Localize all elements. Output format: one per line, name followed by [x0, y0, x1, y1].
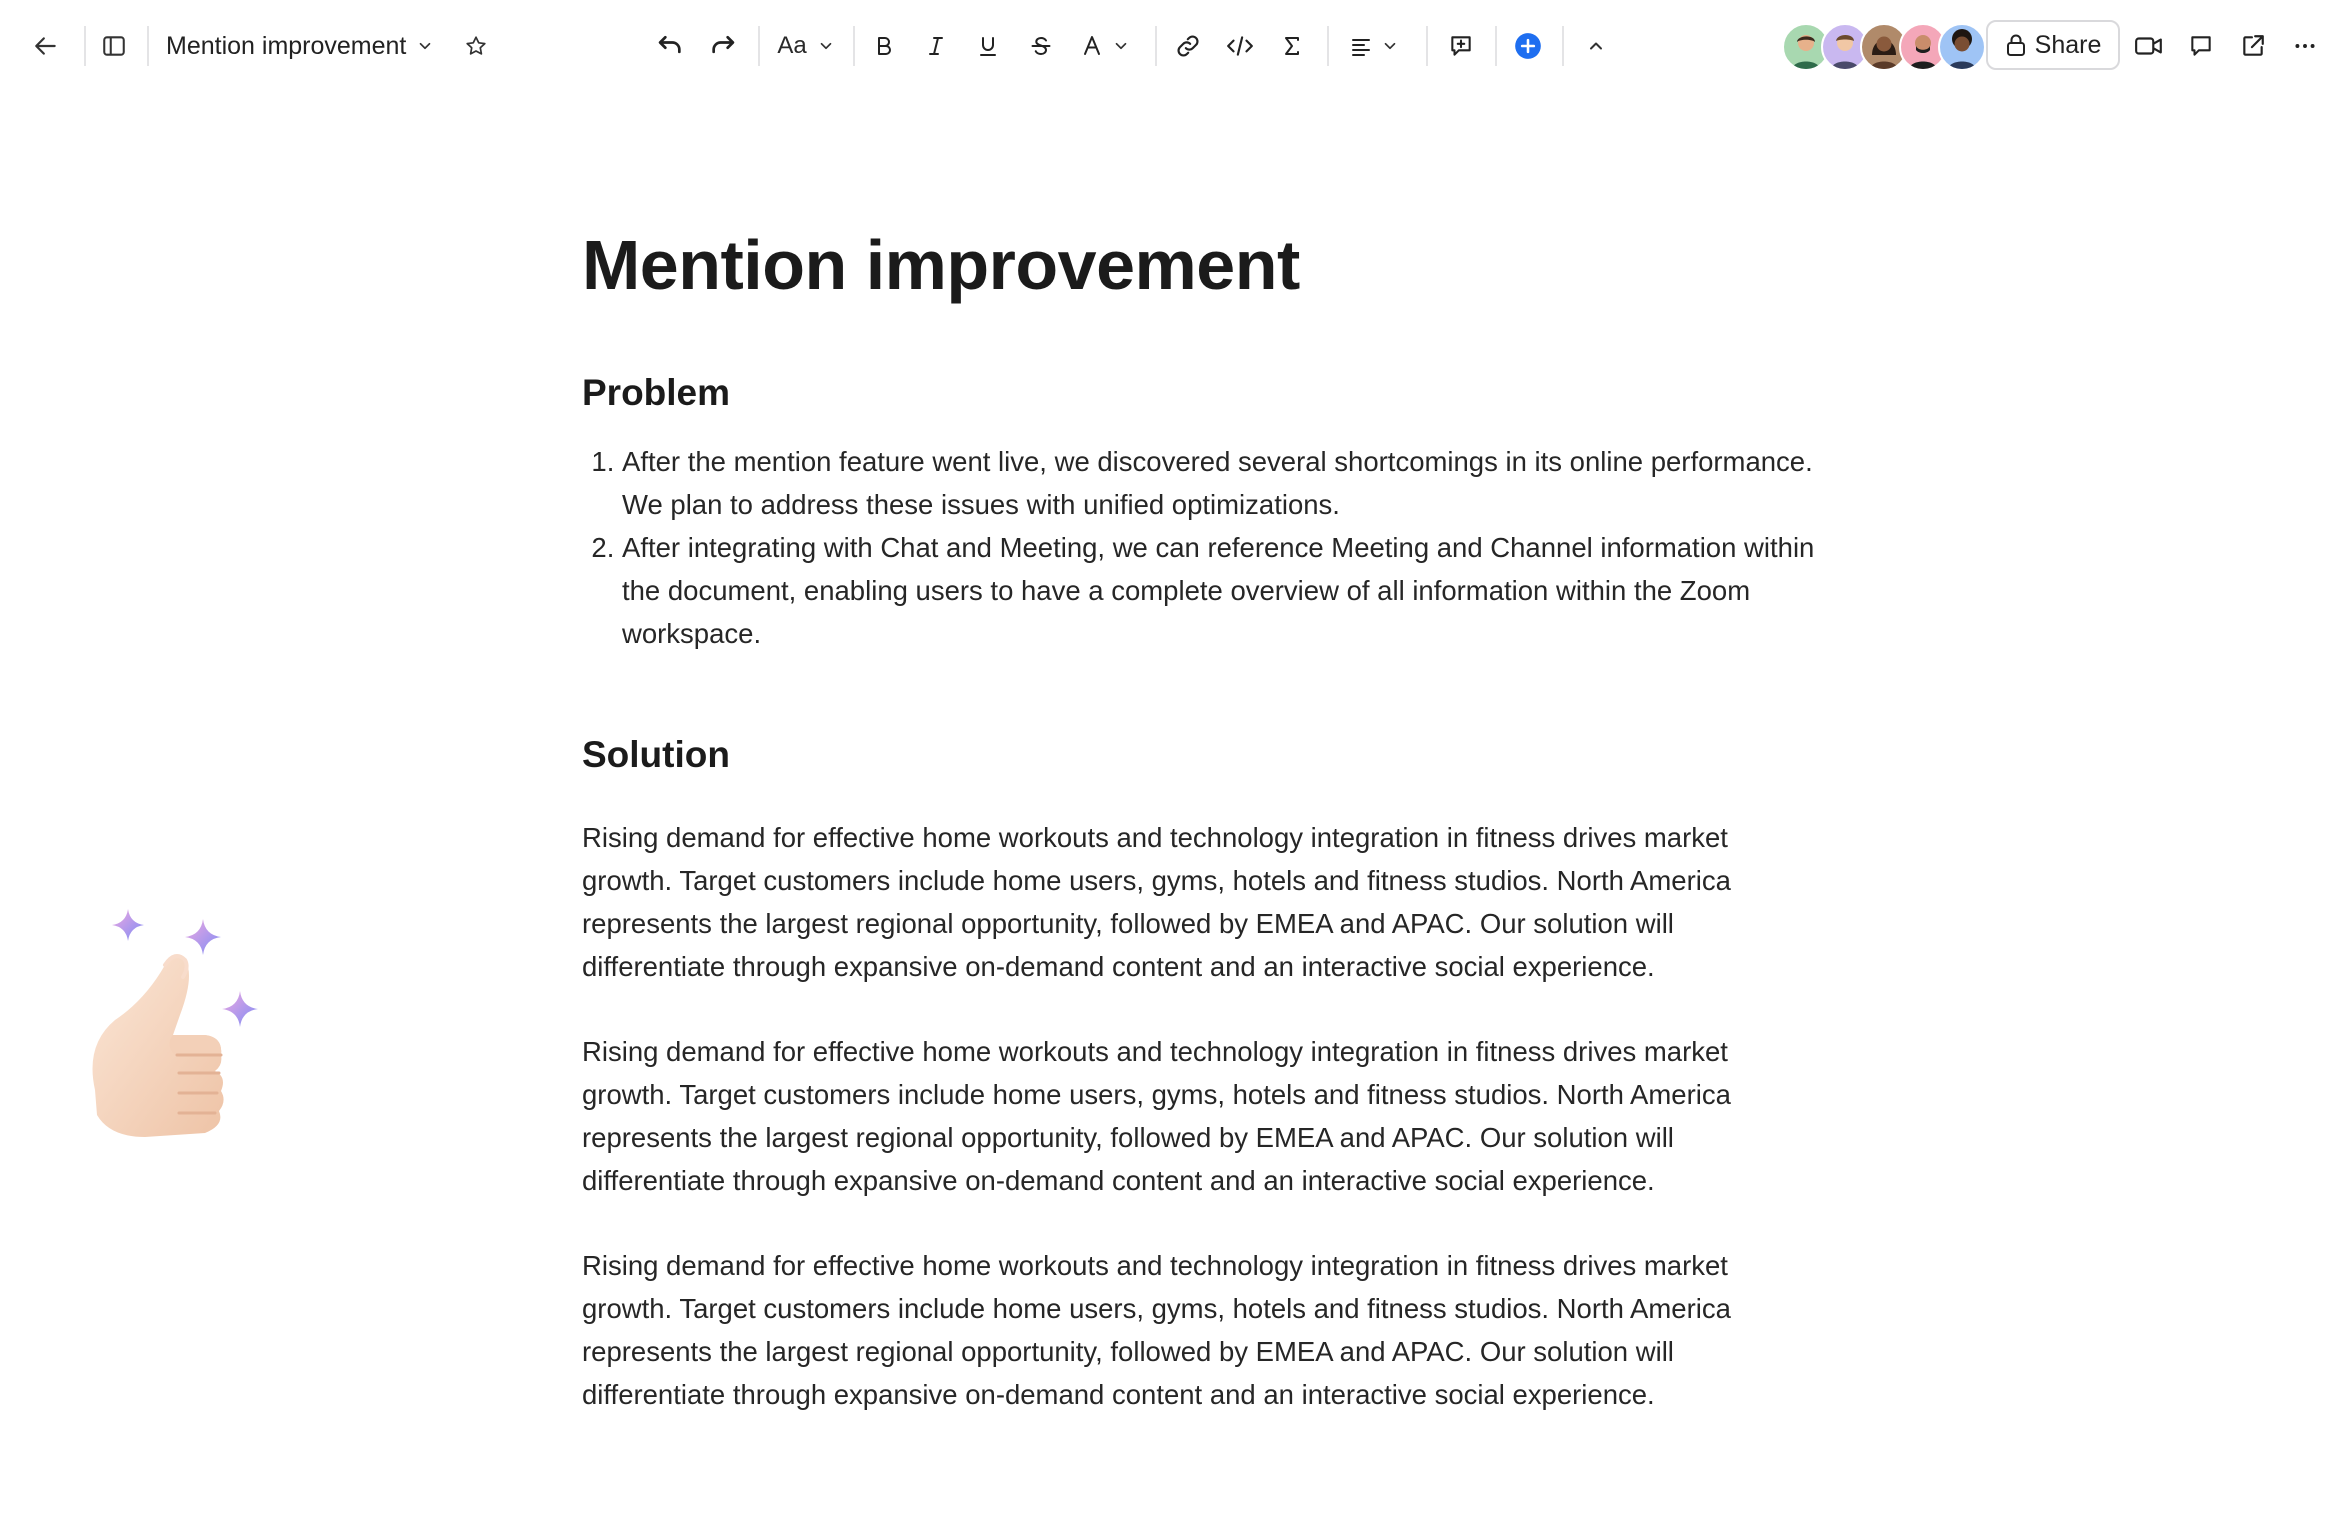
external-link-icon [2240, 33, 2266, 59]
list-item[interactable]: 1. After the mention feature went live, we discovered several shortcomings in its online performance. We plan to address these issues with unified optimizations. [622, 440, 1822, 526]
divider [84, 26, 86, 66]
font-style-dropdown[interactable] [770, 0, 842, 92]
star-icon [464, 34, 488, 58]
align-dropdown[interactable] [1340, 0, 1408, 92]
strikethrough-button[interactable] [1021, 0, 1061, 92]
redo-icon [709, 32, 737, 60]
text-color-icon [1080, 34, 1104, 58]
list-item[interactable]: 2. After integrating with Chat and Meeting, we can reference Meeting and Channel information within the document, enabling users to have a complete overview of all information within the Zoom workspace. [622, 526, 1822, 655]
undo-icon [656, 32, 684, 60]
undo-button[interactable] [650, 0, 690, 92]
font-style-label: Aa [777, 32, 807, 59]
bold-button[interactable] [864, 0, 904, 92]
equation-button[interactable] [1272, 0, 1312, 92]
problem-heading[interactable]: Problem [582, 372, 731, 413]
more-horizontal-icon [2292, 33, 2318, 59]
chevron-down-icon [817, 37, 835, 55]
paragraph[interactable]: Rising demand for effective home workouts and technology integration in fitness drives market growth. Target customers include home users, gyms, hotels and fitness studios. North America represents the largest regional opportunity, followed by EMEA and APAC. Our solution will differentiate through expansive on-demand content and an interactive social experience. [582, 1250, 1731, 1410]
chevron-down-icon [1381, 37, 1399, 55]
chevron-down-icon [1112, 37, 1130, 55]
divider [1562, 26, 1564, 66]
open-external-button[interactable] [2232, 0, 2274, 92]
code-icon [1226, 33, 1254, 59]
favorite-button[interactable] [456, 0, 496, 92]
start-meeting-button[interactable] [2128, 0, 2170, 92]
underline-icon [976, 34, 1000, 58]
paragraph[interactable]: Rising demand for effective home workouts and technology integration in fitness drives market growth. Target customers include home users, gyms, hotels and fitness studios. North America represents the largest regional opportunity, followed by EMEA and APAC. Our solution will differentiate through expansive on-demand content and an interactive social experience. [582, 822, 1731, 982]
insert-button[interactable] [1508, 0, 1548, 92]
collapse-toolbar-button[interactable] [1576, 0, 1616, 92]
doc-title-dropdown[interactable] [166, 0, 446, 92]
divider [758, 26, 760, 66]
divider [147, 26, 149, 66]
bold-icon [872, 34, 896, 58]
comments-button[interactable] [2180, 0, 2222, 92]
video-camera-icon [2134, 33, 2164, 59]
arrow-left-icon [33, 33, 59, 59]
thumbs-up-sparkles-icon [55, 905, 275, 1165]
comment-icon [2188, 33, 2214, 59]
link-icon [1175, 33, 1201, 59]
link-button[interactable] [1168, 0, 1208, 92]
plus-circle-icon [1514, 32, 1542, 60]
divider [1495, 26, 1497, 66]
problem-list [582, 440, 1822, 655]
add-comment-button[interactable] [1441, 0, 1481, 92]
top-toolbar [0, 0, 2352, 92]
divider [853, 26, 855, 66]
divider [1155, 26, 1157, 66]
chevron-up-icon [1586, 36, 1606, 56]
lock-icon [2005, 33, 2027, 57]
sidebar-icon [101, 33, 127, 59]
code-button[interactable] [1220, 0, 1260, 92]
divider [1426, 26, 1428, 66]
collaborator-avatars[interactable] [1782, 23, 1986, 69]
align-left-icon [1349, 34, 1373, 58]
comment-add-icon [1448, 33, 1474, 59]
italic-icon [924, 34, 948, 58]
paragraph[interactable]: Rising demand for effective home workouts and technology integration in fitness drives market growth. Target customers include home users, gyms, hotels and fitness studios. North America represents the largest regional opportunity, followed by EMEA and APAC. Our solution will differentiate through expansive on-demand content and an interactive social experience. [582, 1036, 1731, 1196]
chevron-down-icon [416, 37, 434, 55]
back-button[interactable] [26, 0, 66, 92]
avatar[interactable] [1938, 23, 1986, 71]
strikethrough-icon [1029, 34, 1053, 58]
share-button[interactable] [1986, 20, 2120, 70]
sidebar-toggle-button[interactable] [94, 0, 134, 92]
more-options-button[interactable] [2284, 0, 2326, 92]
page-title[interactable]: Mention improvement [582, 226, 1300, 304]
solution-heading[interactable]: Solution [582, 734, 730, 775]
text-color-dropdown[interactable] [1074, 0, 1136, 92]
person-avatar-icon [1940, 25, 1984, 69]
redo-button[interactable] [703, 0, 743, 92]
italic-button[interactable] [916, 0, 956, 92]
sigma-icon [1280, 34, 1304, 58]
divider [1327, 26, 1329, 66]
share-label: Share [2034, 30, 2102, 59]
doc-title-label: Mention improvement [166, 31, 407, 60]
underline-button[interactable] [968, 0, 1008, 92]
